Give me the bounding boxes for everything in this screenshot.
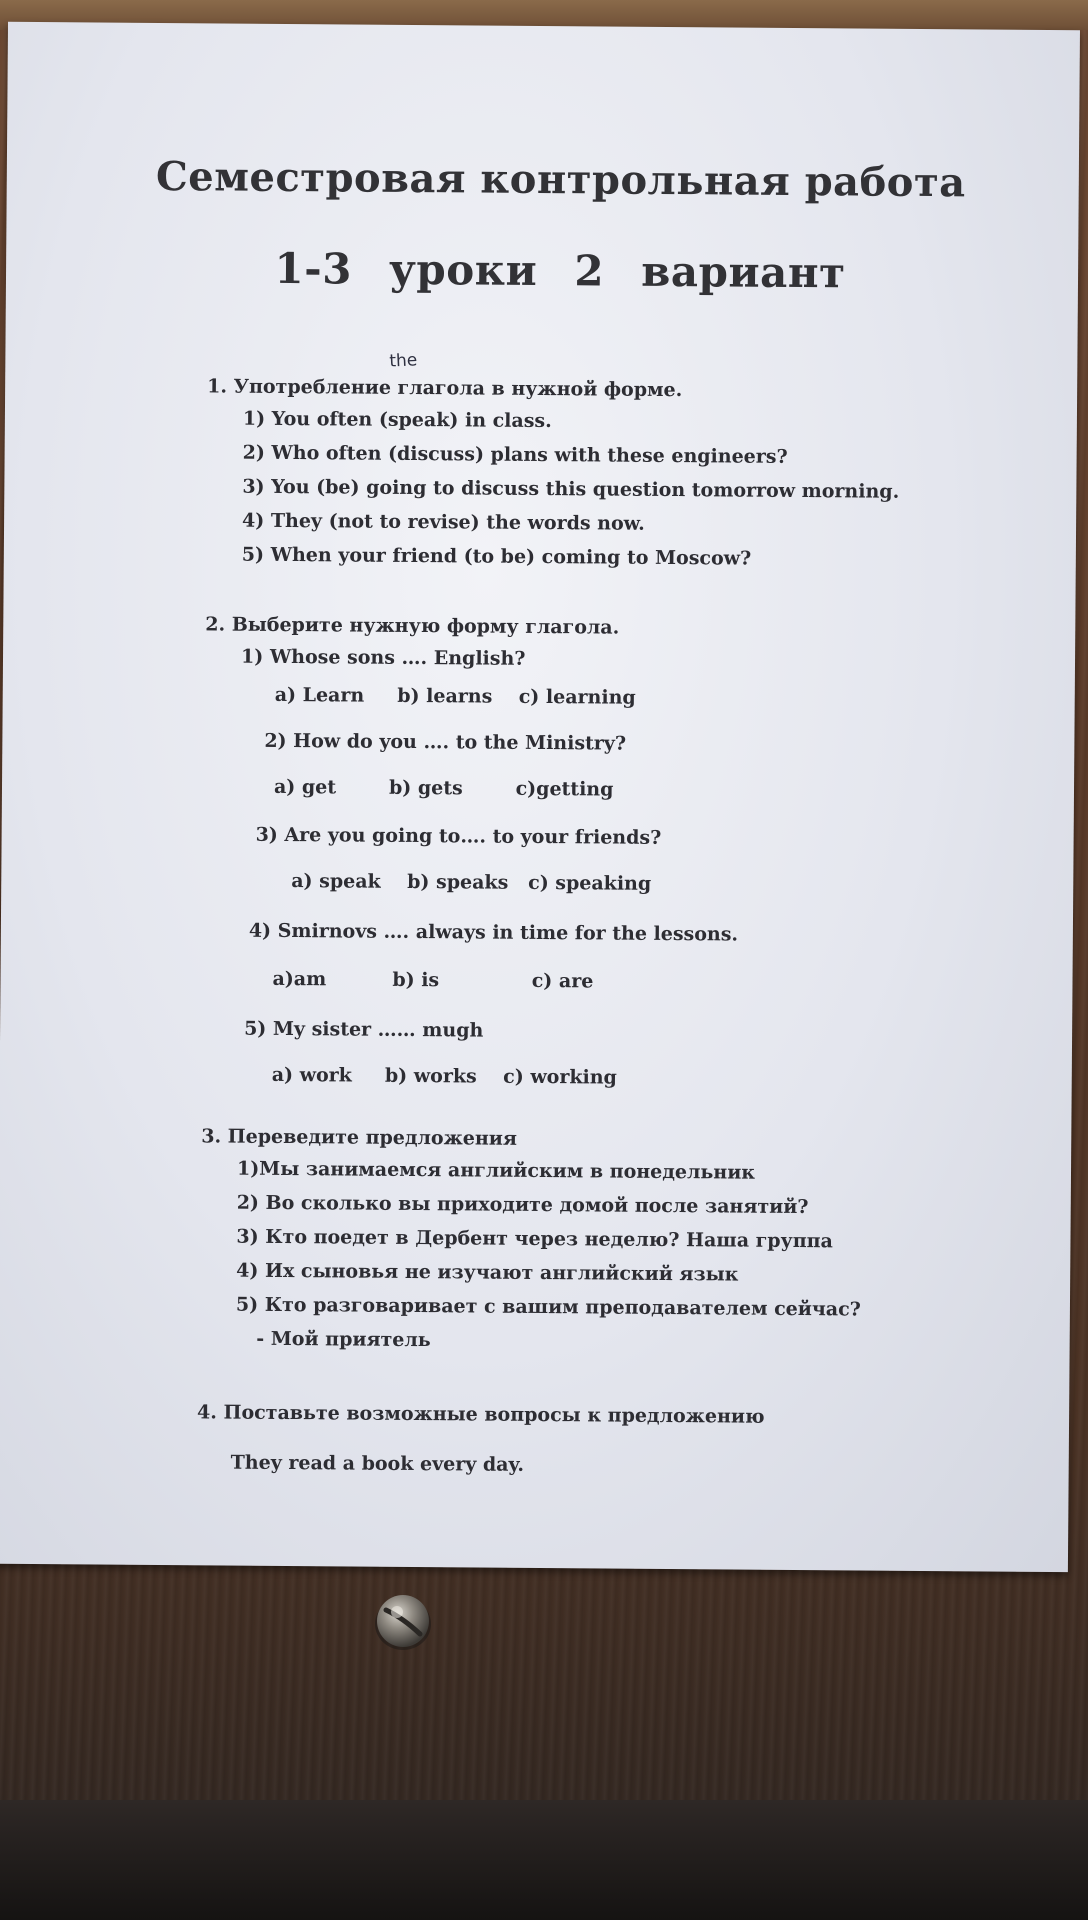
- section2-question: 2) How do you …. to the Ministry?: [264, 729, 627, 755]
- section4-heading: 4. Поставьте возможные вопросы к предложению: [197, 1401, 765, 1428]
- handwritten-note: the: [388, 350, 418, 372]
- section1-item: 2) Who often (discuss) plans with these engineers?: [242, 441, 788, 468]
- section1-heading: 1. Употребление глагола в нужной форме.: [207, 375, 683, 402]
- section2-heading: 2. Выберите нужную форму глагола.: [205, 613, 620, 639]
- section1-item: 1) You often (speak) in class.: [242, 407, 552, 433]
- section1-item: 4) They (not to revise) the words now.: [242, 509, 645, 535]
- section2-options: a) Learn b) learns c) learning: [274, 683, 636, 709]
- section2-question: 3) Are you going to…. to your friends?: [255, 823, 662, 849]
- section2-question: 1) Whose sons …. English?: [240, 645, 526, 670]
- section2-options: a) get b) gets c)getting: [273, 775, 614, 801]
- section2-question: 4) Smirnovs …. always in time for the lessons.: [248, 919, 739, 946]
- section3-heading: 3. Переведите предложения: [201, 1125, 518, 1150]
- desk-shadow: [0, 1800, 1088, 1920]
- section1-item: 5) When your friend (to be) coming to Moscow?: [241, 543, 752, 570]
- section2-question: 5) My sister …… mugh: [244, 1017, 484, 1042]
- test-paper-sheet: [0, 22, 1080, 1572]
- section2-options: a) speak b) speaks c) speaking: [291, 870, 652, 895]
- section2-options: a)am b) is c) are: [272, 967, 594, 993]
- section1-item: 3) You (be) going to discuss this question tomorrow morning.: [242, 475, 900, 503]
- section3-item: 4) Их сыновья не изучают английский язык: [236, 1259, 739, 1286]
- section2-options: a) work b) works c) working: [271, 1063, 617, 1089]
- document-content: [0, 22, 1080, 1572]
- section4-sentence: They read a book every day.: [230, 1451, 525, 1476]
- section3-item: 5) Кто разговаривает с вашим преподавателем сейчас?: [235, 1293, 861, 1321]
- section3-item: 2) Во сколько вы приходите домой после занятий?: [236, 1191, 809, 1219]
- document-subtitle: 1-3 уроки 2 вариант: [274, 243, 846, 298]
- section3-item: 1)Мы занимаемся английским в понедельник: [236, 1157, 756, 1184]
- section3-item: - Мой приятель: [249, 1327, 431, 1352]
- section3-item: 3) Кто поедет в Дербент через неделю? Наша группа: [236, 1225, 833, 1253]
- thumbtack-icon: [370, 1588, 436, 1654]
- document-title: Семестровая контрольная работа: [155, 152, 966, 207]
